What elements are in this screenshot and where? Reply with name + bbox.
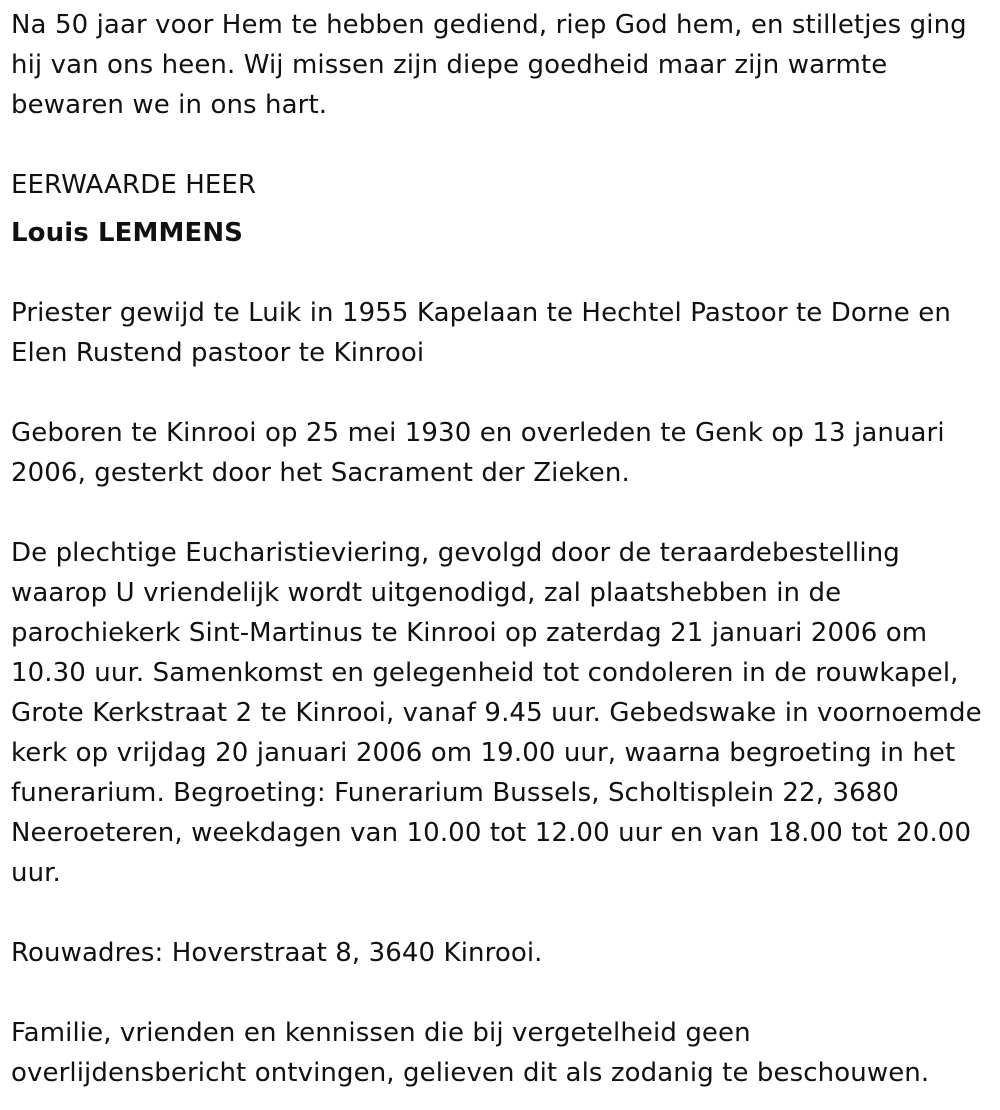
title-line: EERWAARDE HEER	[11, 170, 257, 200]
closing-paragraph: Familie, vrienden en kennissen die bij vergetelheid geen overlijdensbericht ontvingen, gelieven dit als zodanig te beschouwen.	[11, 1018, 930, 1088]
birth-death-paragraph: Geboren te Kinrooi op 25 mei 1930 en overleden te Genk op 13 januari 2006, gesterkt door het Sacrament der Zieken.	[11, 418, 945, 488]
obituary-document	[11, 5, 989, 1093]
deceased-name: Louis LEMMENS	[11, 218, 243, 248]
spacer	[11, 893, 989, 933]
address-paragraph: Rouwadres: Hoverstraat 8, 3640 Kinrooi.	[11, 938, 543, 968]
spacer	[11, 373, 989, 413]
spacer	[11, 493, 989, 533]
intro-paragraph: Na 50 jaar voor Hem te hebben gediend, riep God hem, en stilletjes ging hij van ons heen. Wij missen zijn diepe goedheid maar zijn warmte bewaren we in ons hart.	[11, 10, 967, 120]
career-paragraph: Priester gewijd te Luik in 1955 Kapelaan te Hechtel Pastoor te Dorne en Elen Rustend pastoor te Kinrooi	[11, 298, 951, 368]
spacer	[11, 125, 989, 165]
spacer	[11, 253, 989, 293]
spacer	[11, 973, 989, 1013]
spacer	[11, 205, 989, 213]
funeral-paragraph: De plechtige Eucharistieviering, gevolgd door de teraardebestelling waarop U vriendelijk wordt uitgenodigd, zal plaatshebben in de parochiekerk Sint-Martinus te Kinrooi op zaterdag 21 januari 2006 om 10.30 uur. Samenkomst en gelegenheid tot condoleren in de rouwkapel, Grote Kerkstraat 2 te Kinrooi, vanaf 9.45 uur. Gebedswake in voornoemde kerk op vrijdag 20 januari 2006 om 19.00 uur, waarna begroeting in het funerarium. Begroeting: Funerarium Bussels, Scholtisplein 22, 3680 Neeroeteren, weekdagen van 10.00 tot 12.00 uur en van 18.00 tot 20.00 uur.	[11, 538, 982, 888]
